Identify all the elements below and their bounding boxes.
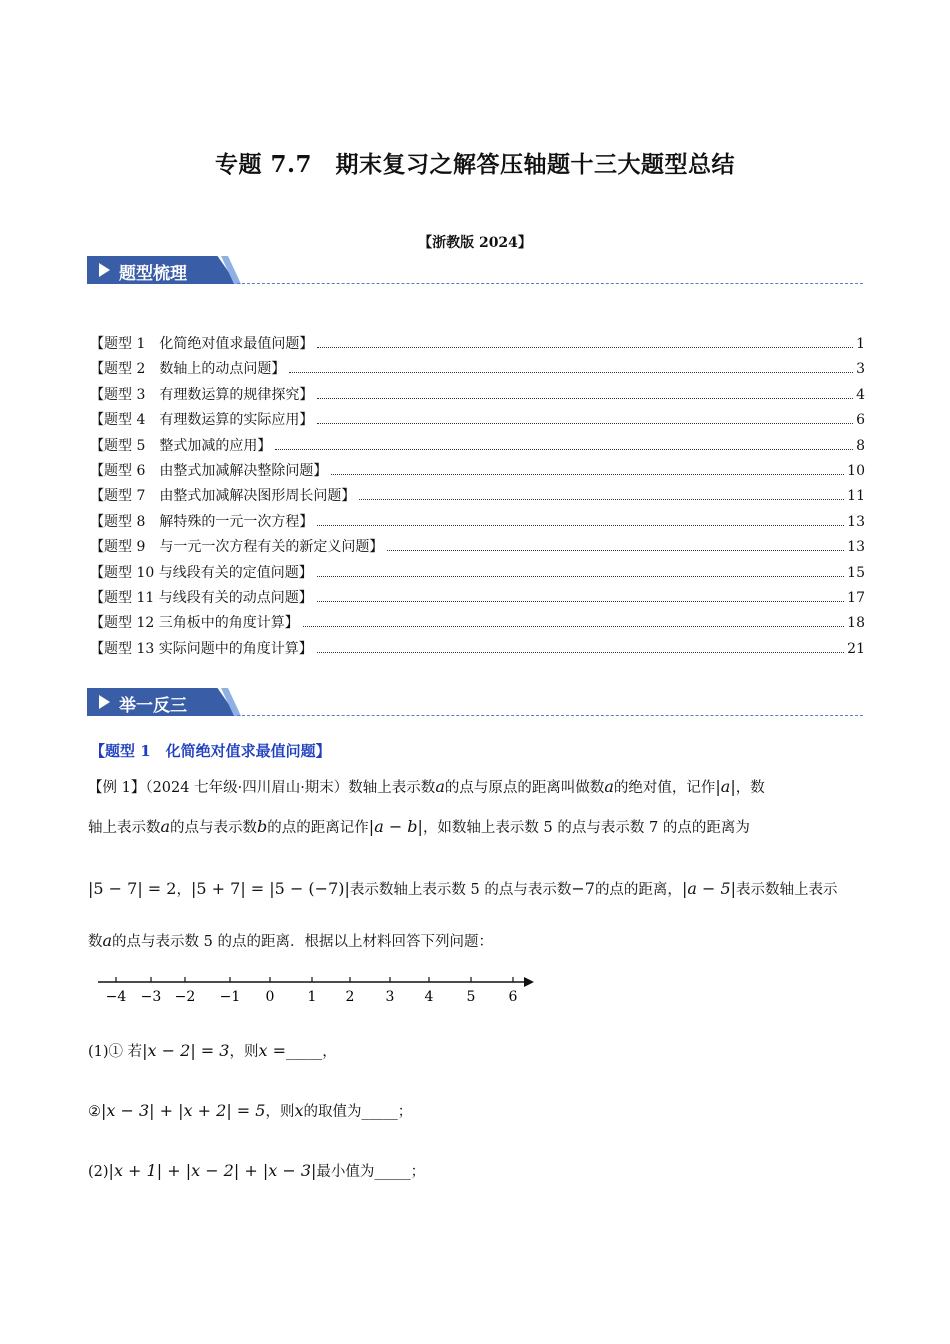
toc-page-number: 13 (847, 539, 865, 556)
toc-entry-label: 【题型 5 整式加减的应用】 (90, 437, 272, 454)
example-line-3: |5 − 7| = 2，|5 + 7| = |5 − (−7)|表示数轴上表示数 5 的点与表示数−7的点的距离，|a − 5|表示数轴上表示 (88, 879, 838, 898)
number-line-tick-label: 3 (385, 989, 395, 1005)
number-line-tick-label: 6 (508, 989, 518, 1005)
toc-leader-dots (317, 347, 853, 348)
number-line-tick-label: 4 (424, 989, 434, 1005)
toc-leader-dots (317, 601, 844, 602)
toc-entry[interactable] (90, 612, 865, 637)
number-line-tick-label: −4 (105, 989, 127, 1005)
toc-entry-label: 【题型 8 解特殊的一元一次方程】 (90, 513, 314, 530)
divider (237, 283, 863, 284)
toc-entry-label: 【题型 13 实际问题中的角度计算】 (90, 640, 313, 657)
banner-label: 题型梳理 (119, 264, 187, 284)
toc-entry[interactable] (90, 536, 865, 561)
section-heading: 【题型 1 化简绝对值求最值问题】 (90, 742, 331, 760)
toc-leader-dots (387, 550, 844, 551)
arrow-right-icon (524, 977, 534, 987)
toc-entry-label: 【题型 11 与线段有关的动点问题】 (90, 589, 313, 606)
number-line-tick-label: −3 (140, 989, 162, 1005)
toc-entry[interactable] (90, 587, 865, 612)
answer-blank[interactable]: _____ (361, 1104, 398, 1120)
page-title: 专题 7.7 期末复习之解答压轴题十三大题型总结 (214, 151, 736, 178)
toc-entry[interactable] (90, 638, 865, 663)
number-line-tick-label: −1 (219, 989, 241, 1005)
toc-leader-dots (331, 474, 844, 475)
toc-entry-label: 【题型 6 由整式加减解决整除问题】 (90, 462, 328, 479)
toc-leader-dots (317, 423, 853, 424)
toc-page-number: 15 (847, 564, 865, 581)
number-line-tick-label: −2 (174, 989, 196, 1005)
toc-page-number: 8 (856, 437, 865, 454)
toc-leader-dots (317, 576, 844, 577)
number-line (96, 968, 546, 1008)
toc-page-number: 4 (856, 386, 865, 403)
play-icon (99, 695, 110, 709)
toc-entry[interactable] (90, 460, 865, 485)
toc-banner (87, 256, 863, 286)
example-line-4: 数a的点与表示数 5 的点的距离．根据以上材料回答下列问题： (88, 931, 493, 950)
toc-entry-label: 【题型 10 与线段有关的定值问题】 (90, 564, 313, 581)
example-line-1: 【例 1】（2024 七年级·四川眉山·期末）数轴上表示数a的点与原点的距离叫做数a的绝对值，记作|a|，数 (88, 777, 765, 796)
toc-page-number: 1 (856, 336, 865, 352)
toc-entry[interactable] (90, 384, 865, 409)
examples-banner (87, 688, 863, 718)
toc-page-number: 10 (847, 462, 865, 479)
toc-entry[interactable] (90, 485, 865, 510)
answer-blank[interactable]: _____ (374, 1164, 411, 1180)
number-line-tick-label: 5 (466, 989, 476, 1005)
toc-page-number: 13 (847, 513, 865, 530)
toc-page-number: 18 (847, 615, 865, 632)
table-of-contents (90, 333, 865, 663)
question-1: (1)① 若|x − 2| = 3，则x =_____， (88, 1041, 337, 1060)
toc-leader-dots (317, 398, 853, 399)
toc-entry-label: 【题型 2 数轴上的动点问题】 (90, 361, 286, 378)
question-2: ②|x − 3| + |x + 2| = 5，则x的取值为_____； (88, 1101, 413, 1120)
toc-entry-label: 【题型 9 与一元一次方程有关的新定义问题】 (90, 539, 384, 556)
toc-entry[interactable] (90, 562, 865, 587)
toc-leader-dots (303, 626, 844, 627)
toc-page-number: 11 (847, 488, 865, 505)
play-icon (99, 263, 110, 277)
toc-page-number: 21 (847, 640, 865, 657)
toc-page-number: 3 (856, 361, 865, 378)
toc-leader-dots (289, 372, 853, 373)
number-line-tick-label: 0 (265, 989, 275, 1005)
toc-entry[interactable] (90, 435, 865, 460)
toc-page-number: 17 (847, 589, 865, 606)
toc-entry[interactable] (90, 511, 865, 536)
toc-leader-dots (275, 449, 853, 450)
toc-entry-label: 【题型 7 由整式加减解决图形周长问题】 (90, 488, 356, 505)
toc-entry[interactable] (90, 409, 865, 434)
toc-entry[interactable] (90, 333, 865, 358)
toc-entry-label: 【题型 1 化简绝对值求最值问题】 (90, 336, 314, 352)
toc-leader-dots (317, 652, 844, 653)
example-line-2: 轴上表示数a的点与表示数b的点的距离记作|a − b|，如数轴上表示数 5 的点与表示数 7 的点的距离为 (88, 817, 750, 836)
number-line-tick-label: 1 (307, 989, 317, 1005)
number-line-tick-label: 2 (345, 989, 355, 1005)
toc-leader-dots (359, 499, 844, 500)
toc-leader-dots (317, 525, 844, 526)
toc-page-number: 6 (856, 412, 865, 429)
divider (237, 715, 863, 716)
toc-entry-label: 【题型 3 有理数运算的规律探究】 (90, 386, 314, 403)
question-3: (2)|x + 1| + |x − 2| + |x − 3|最小值为_____； (88, 1161, 426, 1180)
edition-label: 【浙教版 2024】 (418, 235, 532, 251)
banner-label: 举一反三 (119, 696, 187, 716)
answer-blank[interactable]: _____ (286, 1044, 323, 1060)
toc-entry-label: 【题型 4 有理数运算的实际应用】 (90, 412, 314, 429)
toc-entry-label: 【题型 12 三角板中的角度计算】 (90, 615, 299, 632)
toc-entry[interactable] (90, 358, 865, 383)
